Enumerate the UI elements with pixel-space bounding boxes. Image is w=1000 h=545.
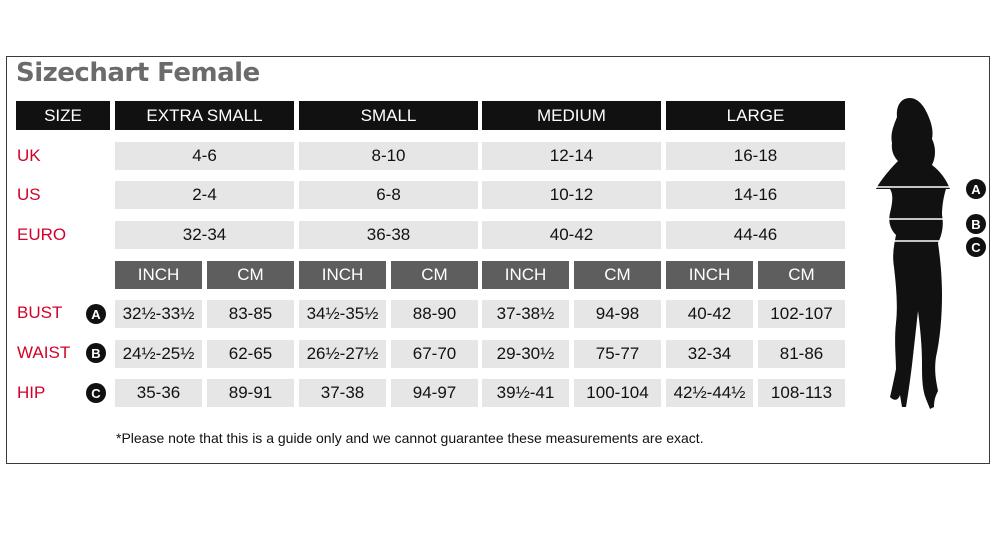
table-cell: 29-30½ — [482, 340, 569, 368]
table-cell: 37-38 — [299, 379, 386, 407]
table-cell: 100-104 — [574, 379, 661, 407]
table-cell: 32½-33½ — [115, 300, 202, 328]
column-header-extra-small: EXTRA SMALL — [115, 101, 294, 130]
hip-marker-icon: C — [86, 383, 106, 403]
table-cell: 62-65 — [207, 340, 294, 368]
column-header-medium: MEDIUM — [482, 101, 661, 130]
row-label-euro: EURO — [17, 225, 67, 244]
table-cell: 37-38½ — [482, 300, 569, 328]
figure-marker-a-icon: A — [966, 179, 986, 199]
table-cell: 26½-27½ — [299, 340, 386, 368]
size-header: SIZE — [16, 101, 110, 130]
row-label-hip: HIP — [17, 383, 46, 402]
unit-header: INCH — [666, 261, 753, 289]
table-cell: 44-46 — [666, 221, 845, 249]
table-cell: 24½-25½ — [115, 340, 202, 368]
unit-header: CM — [391, 261, 478, 289]
unit-header: INCH — [299, 261, 386, 289]
figure-marker-b-icon: B — [966, 214, 986, 234]
table-cell: 88-90 — [391, 300, 478, 328]
table-cell: 83-85 — [207, 300, 294, 328]
table-cell: 10-12 — [482, 181, 661, 209]
bust-marker-icon: A — [86, 304, 106, 324]
table-cell: 32-34 — [115, 221, 294, 249]
table-cell: 67-70 — [391, 340, 478, 368]
table-cell: 39½-41 — [482, 379, 569, 407]
table-cell: 108-113 — [758, 379, 845, 407]
table-cell: 94-97 — [391, 379, 478, 407]
table-cell: 42½-44½ — [666, 379, 753, 407]
unit-header: CM — [758, 261, 845, 289]
row-label-bust: BUST — [17, 303, 63, 322]
disclaimer-note: *Please note that this is a guide only and we cannot guarantee these measurements are exact. — [116, 430, 704, 446]
table-cell: 2-4 — [115, 181, 294, 209]
table-cell: 36-38 — [299, 221, 478, 249]
column-header-small: SMALL — [299, 101, 478, 130]
table-cell: 14-16 — [666, 181, 845, 209]
female-silhouette-icon — [870, 95, 956, 415]
row-label-waist: WAIST — [17, 343, 71, 362]
table-cell: 94-98 — [574, 300, 661, 328]
table-cell: 34½-35½ — [299, 300, 386, 328]
unit-header: CM — [574, 261, 661, 289]
page-title: Sizechart Female — [16, 58, 260, 88]
unit-header: CM — [207, 261, 294, 289]
unit-header: INCH — [115, 261, 202, 289]
table-cell: 12-14 — [482, 142, 661, 170]
waist-marker-icon: B — [86, 343, 106, 363]
table-cell: 16-18 — [666, 142, 845, 170]
table-cell: 40-42 — [482, 221, 661, 249]
table-cell: 102-107 — [758, 300, 845, 328]
figure-marker-c-icon: C — [966, 237, 986, 257]
table-cell: 6-8 — [299, 181, 478, 209]
table-cell: 35-36 — [115, 379, 202, 407]
table-cell: 40-42 — [666, 300, 753, 328]
column-header-large: LARGE — [666, 101, 845, 130]
row-label-uk: UK — [17, 146, 41, 165]
row-label-us: US — [17, 185, 41, 204]
unit-header: INCH — [482, 261, 569, 289]
table-cell: 81-86 — [758, 340, 845, 368]
table-cell: 89-91 — [207, 379, 294, 407]
table-cell: 75-77 — [574, 340, 661, 368]
table-cell: 8-10 — [299, 142, 478, 170]
table-cell: 32-34 — [666, 340, 753, 368]
table-cell: 4-6 — [115, 142, 294, 170]
